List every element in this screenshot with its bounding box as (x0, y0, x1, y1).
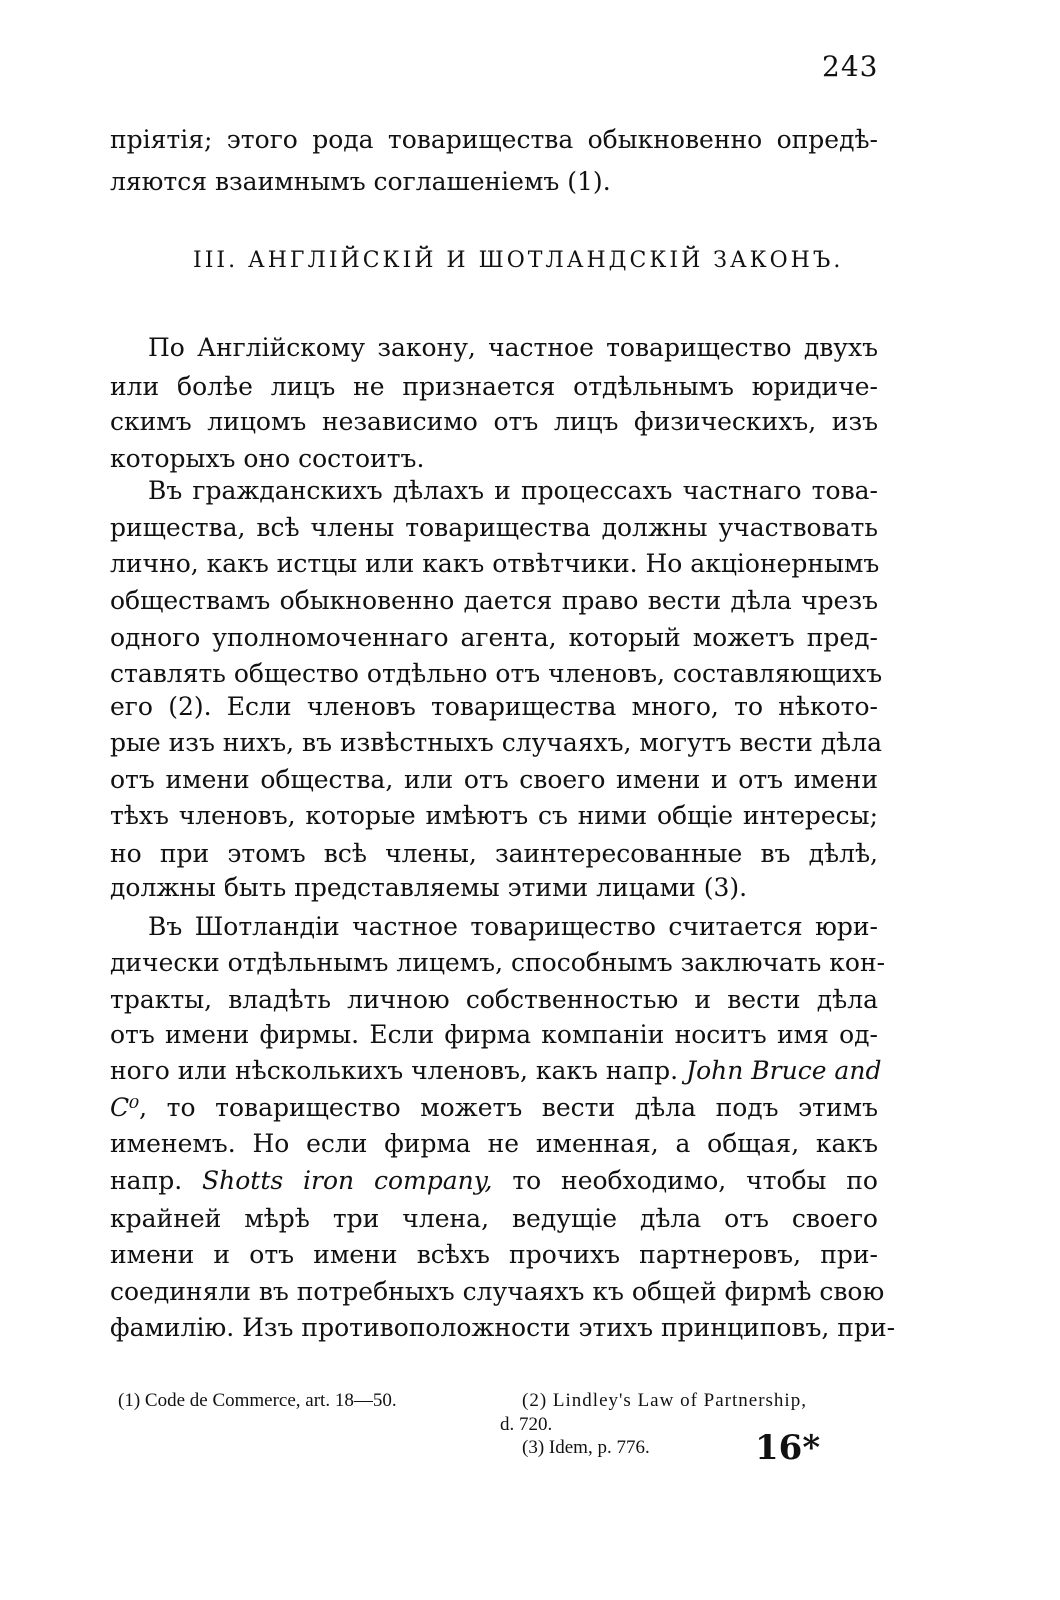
text-line: Въ гражданскихъ дѣлахъ и процессахъ частнаго това- (148, 476, 878, 505)
text-line (110, 1090, 878, 1126)
section-heading: III. АНГЛІЙСКІЙ И ШОТЛАНДСКІЙ ЗАКОНЪ. (193, 248, 844, 273)
text-line: должны быть представляемы этими лицами (3). (110, 873, 748, 902)
text-line: Въ Шотландіи частное товарищество считается юри- (148, 912, 878, 941)
text-segment: напр. (110, 1166, 203, 1195)
text-line: пріятія; этого рода товарищества обыкновенно опредѣ- (110, 125, 878, 154)
text-line: одного уполномоченнаго агента, который можетъ пред- (110, 623, 878, 652)
text-line: его (2). Если членовъ товарищества много, то нѣкото- (110, 692, 878, 721)
firm-name-example: C⁰ (110, 1093, 140, 1122)
footnote-2-continuation: d. 720. (500, 1414, 553, 1435)
footnote-3: (3) Idem, p. 776. (522, 1437, 650, 1458)
footnote-2: (2) Lindley's Law of Partnership, (522, 1390, 807, 1411)
text-line: крайней мѣрѣ три члена, ведущіе дѣла отъ своего (110, 1204, 878, 1233)
text-line: или болѣе лицъ не признается отдѣльнымъ юридиче- (110, 372, 878, 401)
text-line: По Англійскому закону, частное товарищество двухъ (148, 333, 878, 362)
text-segment: то необходимо, чтобы по (492, 1166, 878, 1195)
text-line: которыхъ оно состоитъ. (110, 444, 425, 473)
text-line: дически отдѣльнымъ лицемъ, способнымъ заключать кон- (110, 948, 886, 977)
text-line: рищества, всѣ члены товарищества должны участвовать (110, 513, 878, 542)
text-segment: , то товарищество можетъ вести дѣла подъ этимъ (139, 1093, 878, 1122)
text-line: соединяли въ потребныхъ случаяхъ къ общей фирмѣ свою (110, 1277, 885, 1306)
firm-name-example: John Bruce and (686, 1056, 882, 1085)
text-line: рые изъ нихъ, въ извѣстныхъ случаяхъ, могутъ вести дѣла (110, 728, 882, 757)
text-line: фамилію. Изъ противоположности этихъ принциповъ, при- (110, 1313, 896, 1342)
text-line: лично, какъ истцы или какъ отвѣтчики. Но акціонернымъ (110, 549, 880, 578)
text-line: тракты, владѣть личною собственностью и вести дѣла (110, 985, 878, 1014)
text-line (110, 1163, 878, 1199)
text-line: отъ имени фирмы. Если фирма компаніи носитъ имя од- (110, 1020, 878, 1049)
text-line: отъ имени общества, или отъ своего имени и отъ имени (110, 765, 878, 794)
text-line: ляются взаимнымъ соглашеніемъ (1). (110, 167, 611, 196)
text-line (110, 1053, 882, 1089)
company-name-example: Shotts iron company, (202, 1166, 493, 1195)
text-line: но при этомъ всѣ члены, заинтересованные въ дѣлѣ, (110, 839, 878, 868)
text-segment: ного или нѣсколькихъ членовъ, какъ напр. (110, 1056, 687, 1085)
page-number: 243 (822, 50, 879, 83)
text-line: ставлять общество отдѣльно отъ членовъ, составляющихъ (110, 659, 883, 688)
text-line: имени и отъ имени всѣхъ прочихъ партнеровъ, при- (110, 1240, 878, 1269)
signature-mark: 16* (755, 1428, 821, 1468)
footnote-1: (1) Code de Commerce, art. 18—50. (118, 1390, 397, 1411)
text-line: тѣхъ членовъ, которые имѣютъ съ ними общіе интересы; (110, 801, 878, 830)
text-line: обществамъ обыкновенно дается право вести дѣла чрезъ (110, 586, 878, 615)
text-line: именемъ. Но если фирма не именная, а общая, какъ (110, 1129, 878, 1158)
text-line: скимъ лицомъ независимо отъ лицъ физическихъ, изъ (110, 407, 878, 436)
